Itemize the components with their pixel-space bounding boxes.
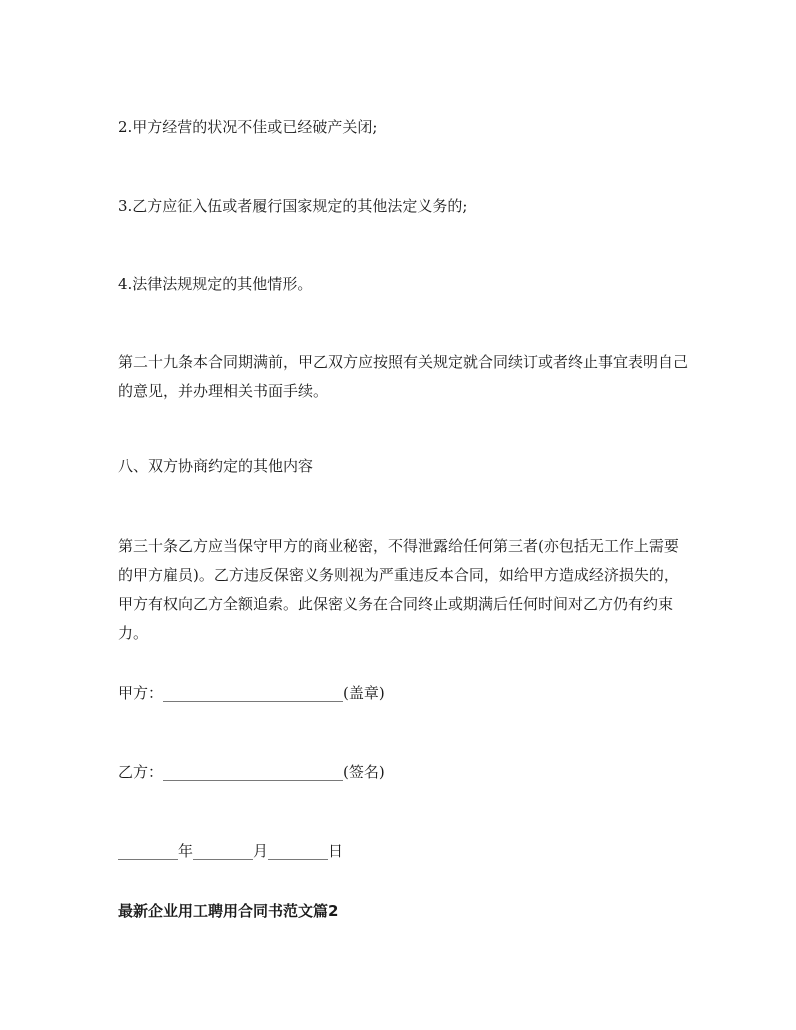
clause-item-4: 4.法律法规规定的其他情形。 [118,275,313,293]
date-line: ________年________月________日 [118,842,344,860]
section-heading-8: 八、双方协商约定的其他内容 [118,457,314,475]
party-a-signature-line: 甲方：________________________(盖章) [118,684,385,702]
party-b-signature-line: 乙方：________________________(签名) [118,763,385,781]
next-document-title: 最新企业用工聘用合同书范文篇2 [118,902,339,920]
article-30: 第三十条乙方应当保守甲方的商业秘密，不得泄露给任何第三者(亦包括无工作上需要的甲方雇员)。乙方违反保密义务则视为严重违反本合同，如给甲方造成经济损失的，甲方有权向乙方全额追索。此保密义务在合同终止或期满后任何时间对乙方仍有约束力。 [118,537,679,642]
clause-item-3: 3.乙方应征入伍或者履行国家规定的其他法定义务的; [118,197,468,215]
clause-item-2: 2.甲方经营的状况不佳或已经破产关闭; [118,118,378,136]
article-29: 第二十九条本合同期满前，甲乙双方应按照有关规定就合同续订或者终止事宜表明自己的意见，并办理相关书面手续。 [118,353,689,400]
